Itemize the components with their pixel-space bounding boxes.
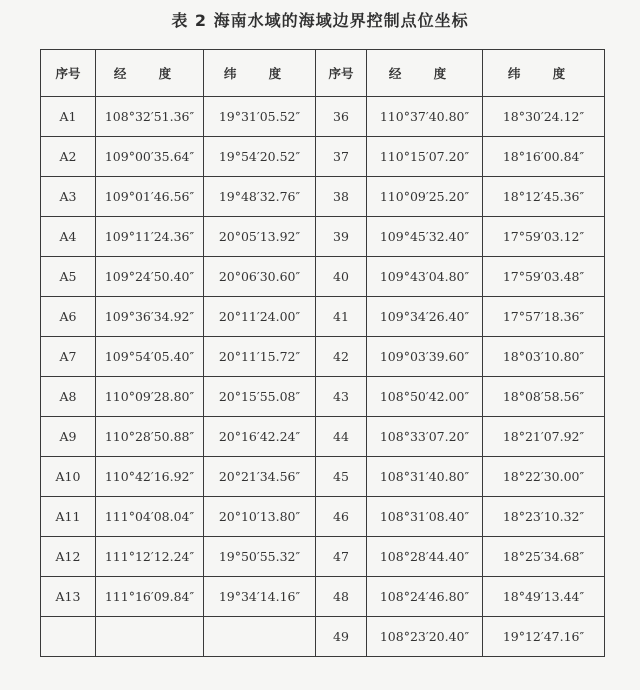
right-latitude-cell: 17°57′18.36″ xyxy=(483,297,605,337)
header-longitude-left: 经 度 xyxy=(96,50,204,97)
left-latitude-cell: 20°11′15.72″ xyxy=(204,337,316,377)
left-latitude-cell: 19°50′55.32″ xyxy=(204,537,316,577)
left-point-id: A5 xyxy=(41,257,96,297)
right-point-id: 48 xyxy=(316,577,367,617)
table-body xyxy=(41,97,605,657)
table-row xyxy=(41,417,605,457)
right-point-id: 45 xyxy=(316,457,367,497)
left-point-id: A8 xyxy=(41,377,96,417)
header-longitude-right: 经 度 xyxy=(367,50,483,97)
header-seq-right: 序号 xyxy=(316,50,367,97)
right-latitude-cell: 18°08′58.56″ xyxy=(483,377,605,417)
left-longitude-cell: 109°54′05.40″ xyxy=(96,337,204,377)
left-latitude-cell: 20°15′55.08″ xyxy=(204,377,316,417)
right-longitude-cell: 108°31′40.80″ xyxy=(367,457,483,497)
right-latitude-cell: 18°25′34.68″ xyxy=(483,537,605,577)
right-point-id: 37 xyxy=(316,137,367,177)
left-longitude-cell: 109°24′50.40″ xyxy=(96,257,204,297)
left-point-id xyxy=(41,617,96,657)
left-point-id: A12 xyxy=(41,537,96,577)
left-point-id: A11 xyxy=(41,497,96,537)
right-longitude-cell: 110°09′25.20″ xyxy=(367,177,483,217)
left-latitude-cell: 20°16′42.24″ xyxy=(204,417,316,457)
header-latitude-left: 纬 度 xyxy=(204,50,316,97)
table-row xyxy=(41,177,605,217)
right-latitude-cell: 18°16′00.84″ xyxy=(483,137,605,177)
left-longitude-cell: 109°01′46.56″ xyxy=(96,177,204,217)
right-latitude-cell: 19°12′47.16″ xyxy=(483,617,605,657)
right-longitude-cell: 108°31′08.40″ xyxy=(367,497,483,537)
right-point-id: 39 xyxy=(316,217,367,257)
table-title: 表 2 海南水域的海域边界控制点位坐标 xyxy=(171,11,469,30)
left-longitude-cell xyxy=(96,617,204,657)
left-point-id: A7 xyxy=(41,337,96,377)
table-row xyxy=(41,497,605,537)
right-longitude-cell: 109°03′39.60″ xyxy=(367,337,483,377)
right-point-id: 38 xyxy=(316,177,367,217)
right-latitude-cell: 18°21′07.92″ xyxy=(483,417,605,457)
left-latitude-cell: 20°05′13.92″ xyxy=(204,217,316,257)
left-longitude-cell: 111°12′12.24″ xyxy=(96,537,204,577)
left-point-id: A6 xyxy=(41,297,96,337)
right-longitude-cell: 108°28′44.40″ xyxy=(367,537,483,577)
table-row xyxy=(41,457,605,497)
left-latitude-cell: 20°11′24.00″ xyxy=(204,297,316,337)
table-row xyxy=(41,537,605,577)
left-point-id: A13 xyxy=(41,577,96,617)
right-latitude-cell: 18°49′13.44″ xyxy=(483,577,605,617)
right-longitude-cell: 110°15′07.20″ xyxy=(367,137,483,177)
left-longitude-cell: 110°28′50.88″ xyxy=(96,417,204,457)
left-longitude-cell: 108°32′51.36″ xyxy=(96,97,204,137)
right-latitude-cell: 17°59′03.12″ xyxy=(483,217,605,257)
left-latitude-cell: 20°06′30.60″ xyxy=(204,257,316,297)
right-point-id: 36 xyxy=(316,97,367,137)
left-longitude-cell: 111°04′08.04″ xyxy=(96,497,204,537)
left-longitude-cell: 111°16′09.84″ xyxy=(96,577,204,617)
right-point-id: 40 xyxy=(316,257,367,297)
right-longitude-cell: 108°33′07.20″ xyxy=(367,417,483,457)
right-point-id: 49 xyxy=(316,617,367,657)
left-longitude-cell: 109°11′24.36″ xyxy=(96,217,204,257)
right-longitude-cell: 109°34′26.40″ xyxy=(367,297,483,337)
left-latitude-cell: 19°54′20.52″ xyxy=(204,137,316,177)
right-latitude-cell: 17°59′03.48″ xyxy=(483,257,605,297)
right-longitude-cell: 109°45′32.40″ xyxy=(367,217,483,257)
left-point-id: A4 xyxy=(41,217,96,257)
left-longitude-cell: 109°00′35.64″ xyxy=(96,137,204,177)
table-row xyxy=(41,617,605,657)
left-latitude-cell: 19°34′14.16″ xyxy=(204,577,316,617)
left-longitude-cell: 110°09′28.80″ xyxy=(96,377,204,417)
table-row xyxy=(41,257,605,297)
right-point-id: 46 xyxy=(316,497,367,537)
table-row xyxy=(41,577,605,617)
right-longitude-cell: 108°23′20.40″ xyxy=(367,617,483,657)
left-point-id: A3 xyxy=(41,177,96,217)
table-row xyxy=(41,97,605,137)
table-row xyxy=(41,297,605,337)
table-row xyxy=(41,137,605,177)
left-latitude-cell xyxy=(204,617,316,657)
left-longitude-cell: 109°36′34.92″ xyxy=(96,297,204,337)
right-longitude-cell: 110°37′40.80″ xyxy=(367,97,483,137)
left-longitude-cell: 110°42′16.92″ xyxy=(96,457,204,497)
left-latitude-cell: 20°21′34.56″ xyxy=(204,457,316,497)
right-point-id: 42 xyxy=(316,337,367,377)
right-point-id: 43 xyxy=(316,377,367,417)
right-latitude-cell: 18°12′45.36″ xyxy=(483,177,605,217)
header-latitude-right: 纬 度 xyxy=(483,50,605,97)
right-point-id: 47 xyxy=(316,537,367,577)
left-point-id: A2 xyxy=(41,137,96,177)
left-latitude-cell: 19°31′05.52″ xyxy=(204,97,316,137)
right-point-id: 41 xyxy=(316,297,367,337)
right-longitude-cell: 108°50′42.00″ xyxy=(367,377,483,417)
table-row xyxy=(41,337,605,377)
table-row xyxy=(41,217,605,257)
right-longitude-cell: 108°24′46.80″ xyxy=(367,577,483,617)
right-latitude-cell: 18°30′24.12″ xyxy=(483,97,605,137)
right-latitude-cell: 18°22′30.00″ xyxy=(483,457,605,497)
left-point-id: A10 xyxy=(41,457,96,497)
left-latitude-cell: 20°10′13.80″ xyxy=(204,497,316,537)
header-seq-left: 序号 xyxy=(41,50,96,97)
right-point-id: 44 xyxy=(316,417,367,457)
right-latitude-cell: 18°03′10.80″ xyxy=(483,337,605,377)
right-latitude-cell: 18°23′10.32″ xyxy=(483,497,605,537)
table-row xyxy=(41,377,605,417)
left-point-id: A1 xyxy=(41,97,96,137)
coordinate-table xyxy=(40,49,605,657)
right-longitude-cell: 109°43′04.80″ xyxy=(367,257,483,297)
header-row xyxy=(41,50,605,97)
left-point-id: A9 xyxy=(41,417,96,457)
left-latitude-cell: 19°48′32.76″ xyxy=(204,177,316,217)
